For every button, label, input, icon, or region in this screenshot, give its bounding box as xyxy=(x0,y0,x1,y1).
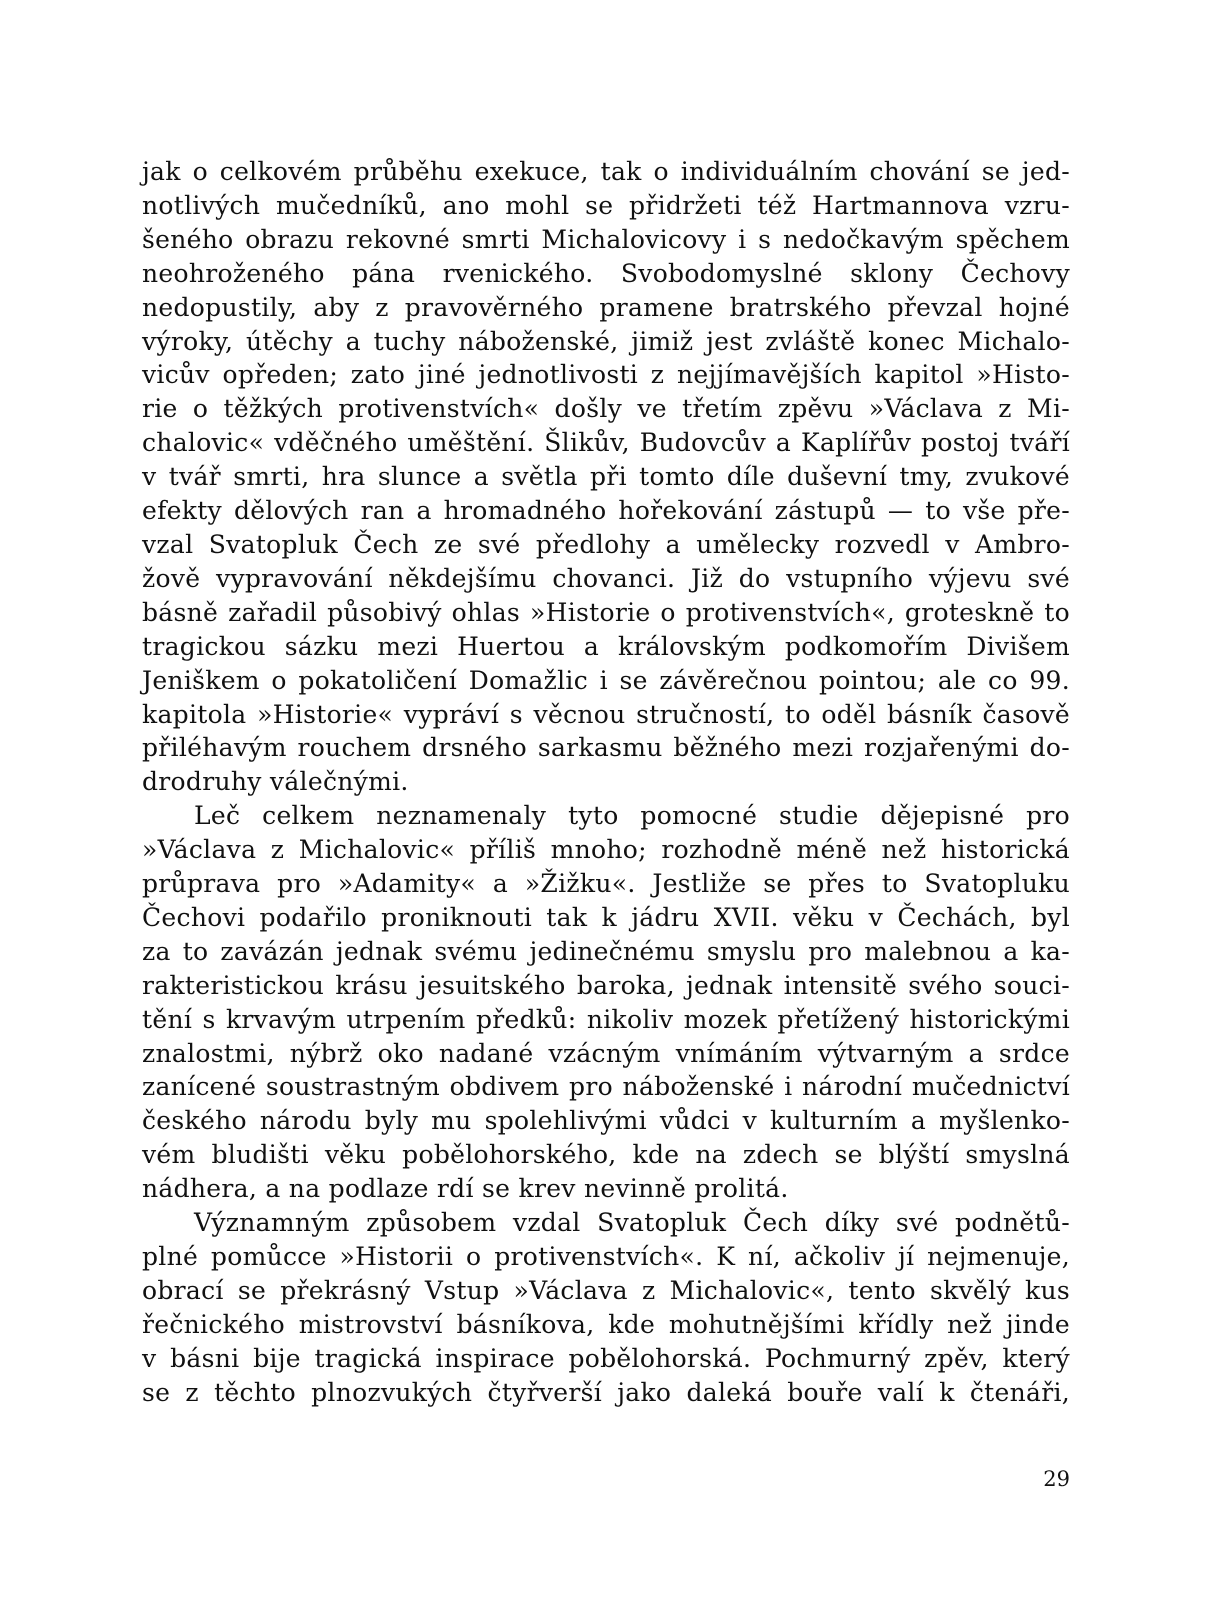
paragraph-2 xyxy=(142,799,1070,1206)
text-line: rie o těžkých protivenstvích« došly ve třetím zpěvu »Václava z Mi- xyxy=(142,394,1070,424)
text-line: rakteristickou krásu jesuitského baroka, jednak intensitě svého souci- xyxy=(142,970,1070,1000)
text-line: se z těchto plnozvukých čtyřverší jako daleká bouře valí k čtenáři, xyxy=(142,1377,1070,1407)
text-line: Leč celkem neznamenaly tyto pomocné studie dějepisné pro xyxy=(194,801,1070,831)
page-number: 29 xyxy=(1043,1467,1070,1491)
paragraph-3 xyxy=(142,1206,1070,1409)
text-line: v tvář smrti, hra slunce a světla při tomto díle duševní tmy, zvukové xyxy=(142,462,1070,492)
text-line: vicův opředen; zato jiné jednotlivosti z nejjímavějších kapitol »Histo- xyxy=(142,360,1070,390)
text-line: řečnického mistrovství básníkova, kde mohutnějšími křídly než jinde xyxy=(142,1309,1070,1339)
text-line: Čechovi podařilo proniknouti tak k jádru XVII. věku v Čechách, byl xyxy=(142,902,1070,932)
text-line: výroky, útěchy a tuchy náboženské, jimiž jest zvláště konec Michalo- xyxy=(142,326,1070,356)
text-line: notlivých mučedníků, ano mohl se přidržeti též Hartmannova vzru- xyxy=(142,190,1070,220)
text-line: přiléhavým rouchem drsného sarkasmu běžného mezi rozjařenými do- xyxy=(142,733,1070,763)
text-line: vém bludišti věku pobělohorského, kde na zdech se blýští smyslná xyxy=(142,1140,1070,1170)
paragraph-1 xyxy=(142,155,1070,799)
text-line: nádhera, a na podlaze rdí se krev nevinně prolitá. xyxy=(142,1174,789,1204)
text-line: průprava pro »Adamity« a »Žižku«. Jestliže se přes to Svatopluku xyxy=(142,869,1070,899)
text-line: nedopustily, aby z pravověrného pramene bratrského převzal hojné xyxy=(142,292,1070,322)
text-line: Významným způsobem vzdal Svatopluk Čech díky své podnětů- xyxy=(194,1208,1070,1238)
text-line: chalovic« vděčného uměštění. Šlikův, Budovcův a Kaplířův postoj tváří xyxy=(142,428,1070,458)
text-line: znalostmi, nýbrž oko nadané vzácným vnímáním výtvarným a srdce xyxy=(142,1038,1070,1068)
text-line: básně zařadil působivý ohlas »Historie o protivenstvích«, groteskně to xyxy=(142,597,1070,627)
text-line: efekty dělových ran a hromadného hořekování zástupů — to vše pře- xyxy=(142,496,1070,526)
text-line: obrací se překrásný Vstup »Václava z Michalovic«, tento skvělý kus xyxy=(142,1275,1070,1305)
text-line: tragickou sázku mezi Huertou a královským podkomořím Divišem xyxy=(142,631,1070,661)
text-line: Jeniškem o pokatoličení Domažlic i se závěrečnou pointou; ale co 99. xyxy=(142,665,1070,695)
text-line: českého národu byly mu spolehlivými vůdci v kulturním a myšlenko- xyxy=(142,1106,1070,1136)
text-line: plné pomůcce »Historii o protivenstvích«. K ní, ačkoliv jí nejmenuje, xyxy=(142,1242,1070,1271)
text-line: jak o celkovém průběhu exekuce, tak o individuálním chování se jed- xyxy=(142,157,1070,186)
text-line: neohroženého pána rvenického. Svobodomyslné sklony Čechovy xyxy=(142,258,1070,288)
text-line: vzal Svatopluk Čech ze své předlohy a umělecky rozvedl v Ambro- xyxy=(142,529,1070,559)
text-line: tění s krvavým utrpením předků: nikoliv mozek přetížený historickými xyxy=(142,1004,1070,1034)
text-line: za to zavázán jednak svému jedinečnému smyslu pro malebnou a ka- xyxy=(142,936,1070,966)
text-line: drodruhy válečnými. xyxy=(142,767,409,797)
text-line: v básni bije tragická inspirace pobělohorská. Pochmurný zpěv, který xyxy=(142,1343,1070,1373)
body-text xyxy=(142,155,1070,1410)
text-line: zanícené soustrastným obdivem pro náboženské i národní mučednictví xyxy=(142,1072,1070,1102)
text-line: žově vypravování někdejšímu chovanci. Již do vstupního výjevu své xyxy=(142,563,1070,593)
text-line: kapitola »Historie« vypráví s věcnou stručností, to oděl básník časově xyxy=(142,699,1070,729)
text-line: šeného obrazu rekovné smrti Michalovicovy i s nedočkavým spěchem xyxy=(142,224,1070,254)
text-line: »Václava z Michalovic« příliš mnoho; rozhodně méně než historická xyxy=(142,835,1070,865)
